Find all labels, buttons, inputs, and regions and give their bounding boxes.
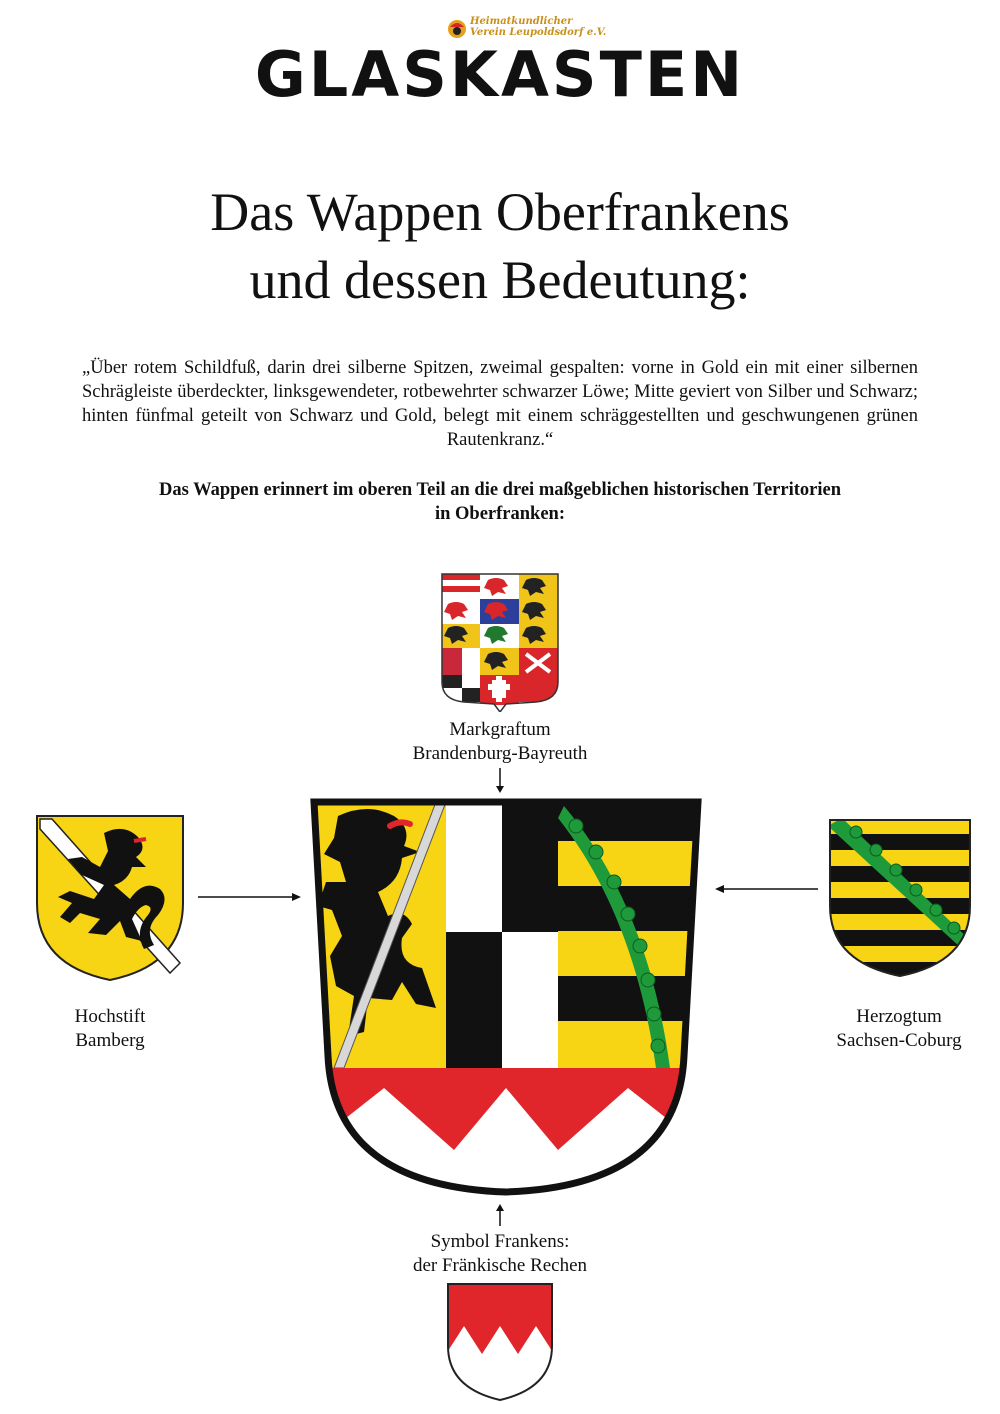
page-title-line1: Das Wappen Oberfrankens <box>210 182 790 242</box>
club-name <box>470 16 606 38</box>
label-bottom-line1: Symbol Frankens: <box>430 1231 570 1252</box>
intro-line2: in Oberfranken: <box>434 504 565 524</box>
arrow-left-icon <box>714 883 818 895</box>
label-bottom-line2: der Fränkische Rechen <box>412 1255 588 1276</box>
fraenkischer-rechen-coat-of-arms-icon <box>446 1282 554 1402</box>
bamberg-coat-of-arms-icon <box>34 813 186 983</box>
arrow-down-icon <box>494 768 506 794</box>
label-left-line2: Bamberg <box>75 1030 145 1051</box>
club-name-line2: Verein Leupoldsdorf e.V. <box>470 27 607 38</box>
arrow-up-icon <box>494 1204 506 1226</box>
intro-line1: Das Wappen erinnert im oberen Teil an die drei maßgeblichen historischen Territorien <box>159 480 841 500</box>
label-right-line1: Herzogtum <box>856 1006 942 1027</box>
label-left-line1: Hochstift <box>74 1006 146 1027</box>
label-top-line2: Brandenburg-Bayreuth <box>412 743 588 764</box>
sachsen-coburg-coat-of-arms-icon <box>828 818 972 978</box>
label-right-line2: Sachsen-Coburg <box>836 1030 962 1051</box>
label-bottom <box>380 1230 620 1278</box>
page-title <box>0 178 1000 314</box>
club-name-line1: Heimatkundlicher <box>470 16 573 27</box>
brand-wordmark: GLASKASTEN <box>254 38 746 111</box>
brandenburg-bayreuth-coat-of-arms-icon <box>440 572 560 712</box>
blazon-text: „Über rotem Schildfuß, darin drei silberne Spitzen, zweimal gespalten: vorne in Gold ein mit einer silbernen Schrägleiste überdeckter, linksgewendeter, rotbewehrter schwarzer Löwe; Mitte geviert von Silber und Schwarz; hinten fünfmal geteilt von Schwarz und Gold, belegt mit einem schräggestellten und geschwungenen grünen Rautenkranz.“ <box>82 358 918 450</box>
oberfranken-coat-of-arms-icon <box>308 796 704 1196</box>
label-left <box>0 1005 230 1053</box>
label-right <box>779 1005 1000 1053</box>
label-top <box>380 718 620 766</box>
page-title-line2: und dessen Bedeutung: <box>249 250 751 310</box>
intro-text <box>100 478 900 526</box>
arrow-right-icon <box>198 891 302 903</box>
label-top-line1: Markgraftum <box>449 719 551 740</box>
